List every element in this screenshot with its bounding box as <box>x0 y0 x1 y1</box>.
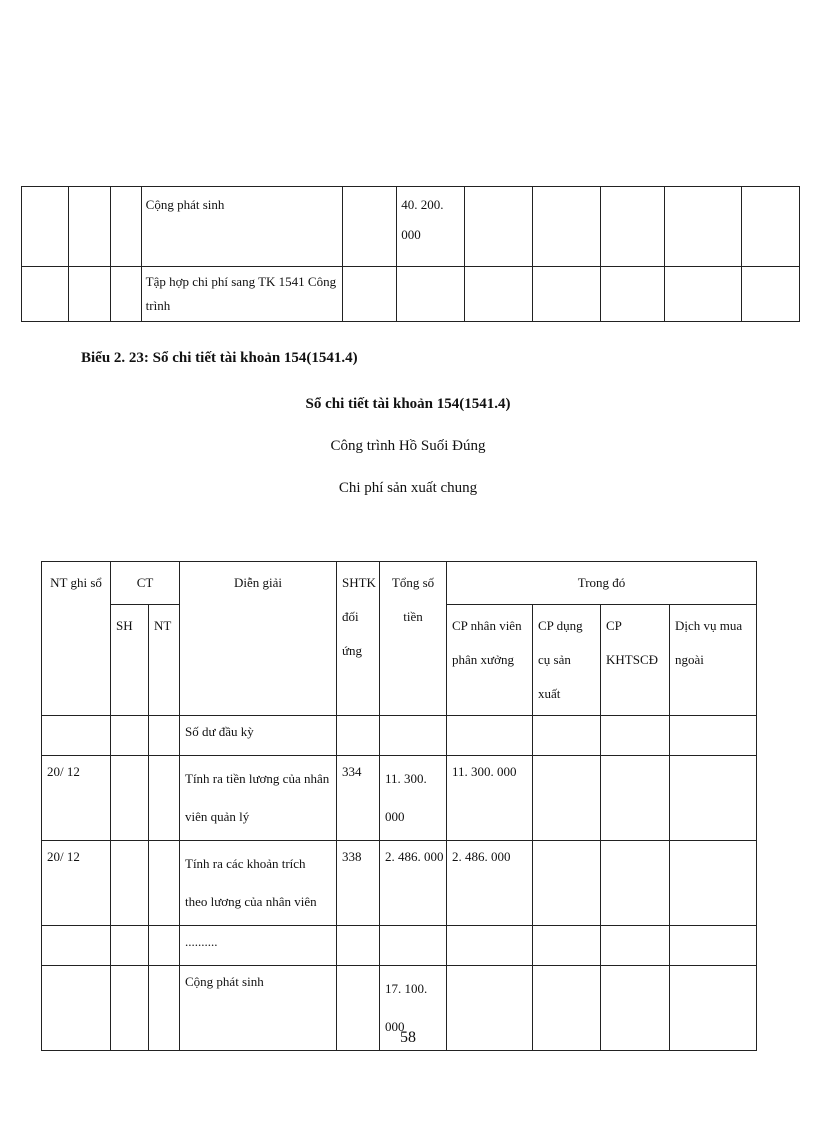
previous-ledger-table <box>21 186 800 322</box>
header-description: Diễn giải <box>180 562 337 716</box>
row-description: Tính ra tiền lương của nhân viên quản lý <box>180 756 337 841</box>
row-total: 2. 486. 000 <box>380 841 447 926</box>
row-total <box>397 267 465 322</box>
header-tools: CP dụng cụ sản xuất <box>533 605 601 716</box>
header-total: Tổng số tiền <box>380 562 447 716</box>
table-row <box>42 756 757 841</box>
table-row <box>42 841 757 926</box>
row-shtk: 334 <box>337 756 380 841</box>
row-description: Cộng phát sinh <box>180 966 337 1051</box>
ledger-title: Sổ chi tiết tài khoản 154(1541.4) <box>305 396 511 412</box>
table-row <box>22 187 800 267</box>
header-depreciation: CP KHTSCĐ <box>601 605 670 716</box>
row-shtk: 338 <box>337 841 380 926</box>
table-row <box>42 926 757 966</box>
row-description: Tính ra các khoản trích theo lương của nhân viên <box>180 841 337 926</box>
row-date: 20/ 12 <box>42 756 111 841</box>
header-ct: CT <box>111 562 180 605</box>
header-nt: NT <box>149 605 180 716</box>
cost-category: Chi phí sản xuất chung <box>338 480 478 496</box>
figure-caption: Biểu 2. 23: Sổ chi tiết tài khoản 154(1541.4) <box>81 350 358 366</box>
row-labor: 2. 486. 000 <box>447 841 533 926</box>
row-total: 17. 100. 000 <box>380 966 447 1051</box>
table-row <box>22 267 800 322</box>
row-labor: 11. 300. 000 <box>447 756 533 841</box>
header-shtk: SHTK đối ứng <box>337 562 380 716</box>
row-date: 20/ 12 <box>42 841 111 926</box>
header-sh: SH <box>111 605 149 716</box>
header-date: NT ghi sổ <box>42 562 111 716</box>
header-services: Dịch vụ mua ngoài <box>670 605 757 716</box>
header-row <box>42 562 757 605</box>
row-description: Cộng phát sinh <box>141 187 342 267</box>
row-description: Tập hợp chi phí sang TK 1541 Công trình <box>141 267 342 322</box>
project-name: Công trình Hồ Suối Đúng <box>330 438 486 454</box>
ledger-table <box>41 561 757 1051</box>
row-total: 40. 200. 000 <box>397 187 465 267</box>
row-total: 11. 300. 000 <box>380 756 447 841</box>
row-description: .......... <box>180 926 337 966</box>
table-row <box>42 716 757 756</box>
page-number: 58 <box>400 1029 416 1046</box>
header-labor: CP nhân viên phân xưởng <box>447 605 533 716</box>
header-breakdown: Trong đó <box>447 562 757 605</box>
row-description: Số dư đầu kỳ <box>180 716 337 756</box>
